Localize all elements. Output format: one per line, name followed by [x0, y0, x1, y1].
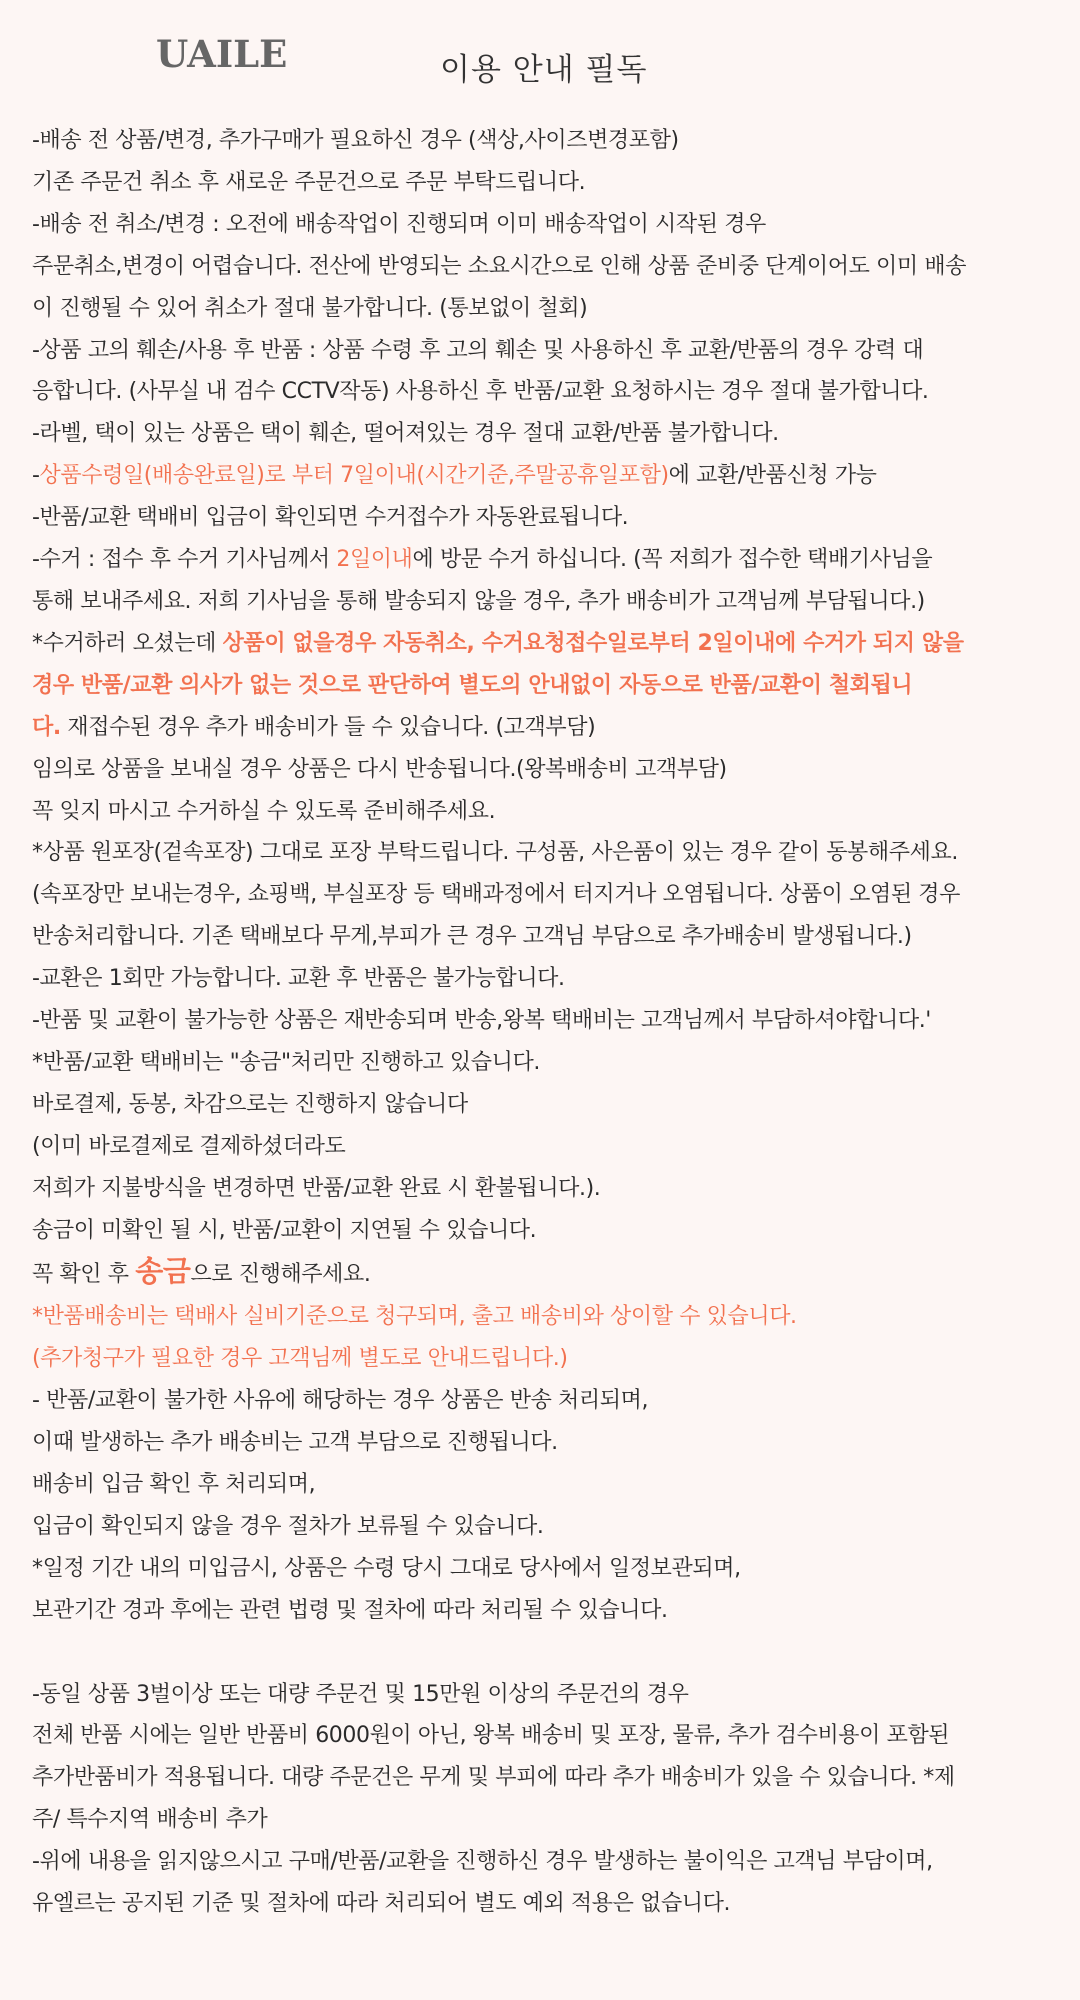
line-text: -위에 내용을 읽지않으시고 구매/반품/교환을 진행하신 경우 발생하는 불이익은 고객님 부담이며, — [32, 1849, 933, 1875]
line-text: *반품/교환 택배비는 "송금"처리만 진행하고 있습니다. — [32, 1049, 540, 1075]
notice-line — [32, 1422, 1050, 1464]
line-text: 저희가 지불방식을 변경하면 반품/교환 완료 시 환불됩니다.). — [32, 1175, 601, 1201]
notice-line — [32, 1168, 1050, 1210]
brand-logo: UAILE — [156, 32, 288, 76]
line-text: (속포장만 보내는경우, 쇼핑백, 부실포장 등 택배과정에서 터지거나 오염됩니다. 상품이 오염된 경우 — [32, 882, 960, 908]
line-text: 배송비 입금 확인 후 처리되며, — [32, 1472, 316, 1497]
line-text: 으로 진행해주세요. — [190, 1262, 371, 1288]
notice-line — [32, 958, 1050, 1000]
notice-line — [32, 120, 1050, 162]
line-text: 주/ 특수지역 배송비 추가 — [32, 1807, 268, 1833]
line-text: -배송 전 상품/변경, 추가구매가 필요하신 경우 (색상,사이즈변경포함) — [32, 128, 679, 153]
line-text: -라벨, 택이 있는 상품은 택이 훼손, 떨어져있는 경우 절대 교환/반품 불가합니다. — [32, 421, 779, 447]
line-text: 꼭 잊지 마시고 수거하실 수 있도록 준비해주세요. — [32, 798, 496, 824]
spacer — [32, 1632, 1050, 1674]
notice-line — [32, 1464, 1050, 1506]
notice-line — [32, 1715, 1050, 1757]
line-text: 에 방문 수거 하십니다. (꼭 저희가 접수한 택배기사님을 — [412, 547, 933, 573]
line-text: 송금이 미확인 될 시, 반품/교환이 지연될 수 있습니다. — [32, 1217, 537, 1243]
line-text: - — [32, 463, 40, 489]
notice-line — [32, 581, 1050, 623]
highlighted-text: 경우 반품/교환 의사가 없는 것으로 판단하여 별도의 안내없이 자동으로 반품/교환이 철회됩니 — [32, 672, 913, 698]
notice-line — [32, 1380, 1050, 1422]
notice-line — [32, 1042, 1050, 1084]
notice-line — [32, 707, 1050, 749]
notice-line — [32, 371, 1050, 413]
notice-line — [32, 1674, 1050, 1716]
line-text: 이 진행될 수 있어 취소가 절대 불가합니다. (통보없이 철회) — [32, 295, 588, 321]
notice-line — [32, 916, 1050, 958]
notice-line — [32, 288, 1050, 330]
line-text: *일정 기간 내의 미입금시, 상품은 수령 당시 그대로 당사에서 일정보관되며, — [32, 1555, 741, 1581]
notice-line — [32, 665, 1050, 707]
line-text: -교환은 1회만 가능합니다. 교환 후 반품은 불가능합니다. — [32, 966, 565, 992]
notice-line — [32, 623, 1050, 665]
highlighted-text: 상품이 없을경우 자동취소, 수거요청접수일로부터 2일이내에 수거가 되지 않을 — [222, 630, 964, 656]
line-text: 주문취소,변경이 어렵습니다. 전산에 반영되는 소요시간으로 인해 상품 준비중 단계이어도 이미 배송 — [32, 253, 967, 279]
notice-line — [32, 246, 1050, 288]
notice-line — [32, 497, 1050, 539]
line-text: 반송처리합니다. 기존 택배보다 무게,부피가 큰 경우 고객님 부담으로 추가배송비 발생됩니다.) — [32, 924, 912, 950]
notice-line — [32, 1841, 1050, 1883]
notice-line — [32, 1084, 1050, 1126]
line-text: 임의로 상품을 보내실 경우 상품은 다시 반송됩니다.(왕복배송비 고객부담) — [32, 756, 727, 782]
highlighted-text: 송금 — [135, 1254, 191, 1289]
notice-line — [32, 162, 1050, 204]
notice-line — [32, 1883, 1050, 1925]
header — [32, 0, 1050, 120]
line-text: *상품 원포장(겉속포장) 그대로 포장 부탁드립니다. 구성품, 사은품이 있는 경우 같이 동봉해주세요. — [32, 840, 958, 866]
line-text: 꼭 확인 후 — [32, 1262, 136, 1288]
notice-line — [32, 874, 1050, 916]
notice-line — [32, 455, 1050, 497]
notice-line — [32, 1590, 1050, 1632]
notice-line — [32, 791, 1050, 833]
highlighted-text: 상품수령일(배송완료일)로 부터 7일이내(시간기준,주말공휴일포함) — [39, 463, 669, 489]
notice-content — [32, 120, 1050, 1925]
notice-line — [32, 1251, 1050, 1296]
line-text: 전체 반품 시에는 일반 반품비 6000원이 아닌, 왕복 배송비 및 포장, 물류, 추가 검수비용이 포함된 — [32, 1723, 950, 1749]
line-text: 유엘르는 공지된 기준 및 절차에 따라 처리되어 별도 예외 적용은 없습니다. — [32, 1891, 731, 1917]
line-text: 이때 발생하는 추가 배송비는 고객 부담으로 진행됩니다. — [32, 1430, 558, 1456]
notice-line — [32, 1210, 1050, 1252]
notice-line — [32, 1000, 1050, 1042]
line-text: 통해 보내주세요. 저희 기사님을 통해 발송되지 않을 경우, 추가 배송비가 고객님께 부담됩니다.) — [32, 588, 925, 614]
notice-line — [32, 1126, 1050, 1168]
line-text: -배송 전 취소/변경 : 오전에 배송작업이 진행되며 이미 배송작업이 시작된 경우 — [32, 211, 766, 237]
line-text: *수거하러 오셨는데 — [32, 630, 223, 656]
highlighted-text: 다. — [32, 714, 61, 740]
notice-line — [32, 1799, 1050, 1841]
notice-line — [32, 413, 1050, 455]
highlighted-text: *반품배송비는 택배사 실비기준으로 청구되며, 출고 배송비와 상이할 수 있습니다. — [32, 1304, 797, 1330]
notice-line — [32, 330, 1050, 372]
line-text: 입금이 확인되지 않을 경우 절차가 보류될 수 있습니다. — [32, 1513, 544, 1539]
notice-line — [32, 539, 1050, 581]
highlighted-text: 2일이내 — [336, 547, 413, 573]
page-title: 이용 안내 필독 — [440, 52, 648, 88]
line-text: -반품/교환 택배비 입금이 확인되면 수거접수가 자동완료됩니다. — [32, 505, 629, 531]
line-text: 재접수된 경우 추가 배송비가 들 수 있습니다. (고객부담) — [60, 714, 596, 740]
notice-line — [32, 1506, 1050, 1548]
line-text: -수거 : 접수 후 수거 기사님께서 — [32, 547, 337, 573]
notice-line — [32, 1338, 1050, 1380]
notice-line — [32, 1548, 1050, 1590]
line-text: 추가반품비가 적용됩니다. 대량 주문건은 무게 및 부피에 따라 추가 배송비가 있을 수 있습니다. *제 — [32, 1765, 955, 1791]
notice-line — [32, 1296, 1050, 1338]
highlighted-text: (추가청구가 필요한 경우 고객님께 별도로 안내드립니다.) — [32, 1346, 568, 1372]
line-text: (이미 바로결제로 결제하셨더라도 — [32, 1133, 346, 1159]
notice-line — [32, 204, 1050, 246]
line-text: -반품 및 교환이 불가능한 상품은 재반송되며 반송,왕복 택배비는 고객님께서 부담하셔야합니다.' — [32, 1008, 931, 1034]
notice-line — [32, 832, 1050, 874]
line-text: 기존 주문건 취소 후 새로운 주문건으로 주문 부탁드립니다. — [32, 169, 586, 195]
line-text: - 반품/교환이 불가한 사유에 해당하는 경우 상품은 반송 처리되며, — [32, 1388, 649, 1414]
notice-line — [32, 1757, 1050, 1799]
line-text: 에 교환/반품신청 가능 — [668, 463, 877, 489]
line-text: 보관기간 경과 후에는 관련 법령 및 절차에 따라 처리될 수 있습니다. — [32, 1597, 668, 1623]
line-text: -상품 고의 훼손/사용 후 반품 : 상품 수령 후 고의 훼손 및 사용하신 후 교환/반품의 경우 강력 대 — [32, 337, 924, 363]
line-text: -동일 상품 3벌이상 또는 대량 주문건 및 15만원 이상의 주문건의 경우 — [32, 1681, 689, 1707]
line-text: 바로결제, 동봉, 차감으로는 진행하지 않습니다 — [32, 1091, 468, 1117]
line-text: 응합니다. (사무실 내 검수 CCTV작동) 사용하신 후 반품/교환 요청하시는 경우 절대 불가합니다. — [32, 379, 929, 405]
notice-line — [32, 749, 1050, 791]
